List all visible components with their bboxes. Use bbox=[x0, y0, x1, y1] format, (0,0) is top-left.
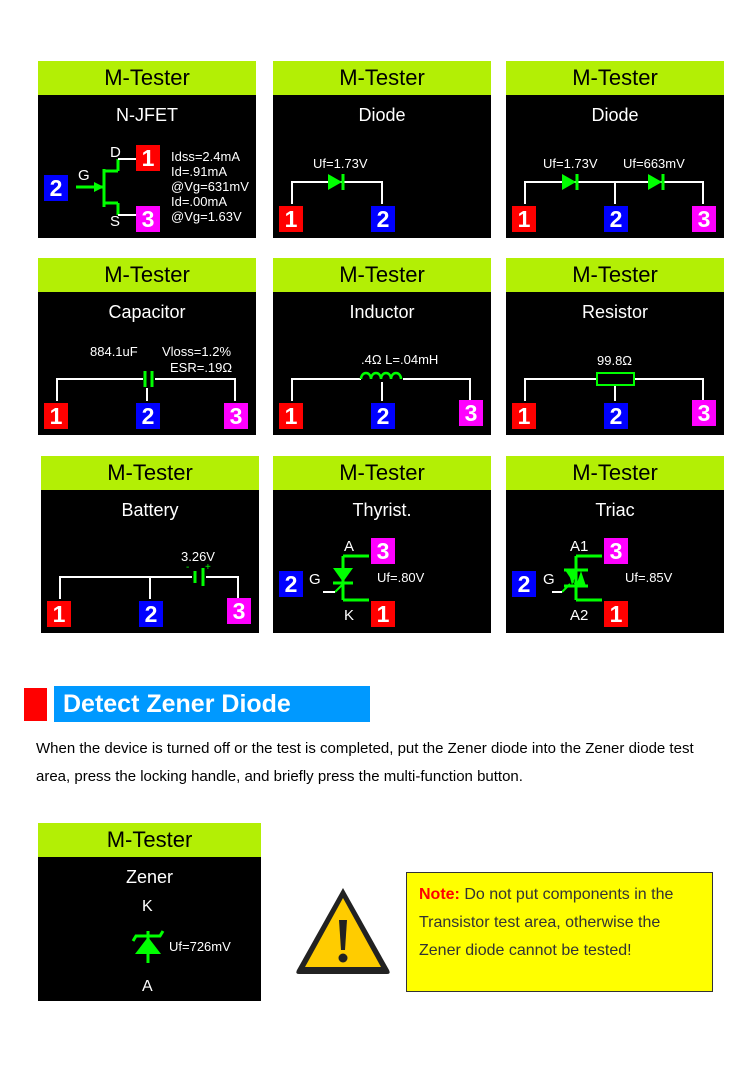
section-title: Detect Zener Diode bbox=[54, 686, 370, 722]
label-a: A bbox=[344, 538, 355, 555]
panel-battery bbox=[41, 456, 259, 633]
battery-plus: + bbox=[205, 562, 211, 573]
pin-2: 2 bbox=[604, 206, 628, 232]
panel-title: N-JFET bbox=[116, 105, 178, 125]
panel-title: Battery bbox=[121, 500, 179, 520]
panel-dual-diode bbox=[506, 61, 724, 238]
pin-3: 3 bbox=[459, 400, 483, 426]
pin-2: 2 bbox=[604, 403, 628, 429]
panel-title: Zener bbox=[125, 867, 174, 887]
pin-1: 1 bbox=[279, 403, 303, 429]
pin-2: 2 bbox=[139, 601, 163, 627]
value-voltage: 3.26V bbox=[181, 549, 215, 564]
pin-2: 2 bbox=[136, 403, 160, 429]
diode-icon bbox=[648, 174, 662, 190]
label-k: K bbox=[344, 607, 355, 624]
panel-resistor bbox=[506, 258, 724, 435]
panel-header: M-Tester bbox=[273, 456, 491, 490]
pin-2: 2 bbox=[371, 403, 395, 429]
panel-title: Capacitor bbox=[108, 302, 186, 322]
panel-title: Diode bbox=[358, 105, 406, 125]
panel-inductor bbox=[273, 258, 491, 435]
note-label: Note: bbox=[419, 886, 460, 903]
label-k: K bbox=[142, 898, 153, 915]
pin-2: 2 bbox=[279, 571, 303, 597]
pin-3: 3 bbox=[604, 538, 628, 564]
value-id-1: Id=.91mA bbox=[171, 164, 228, 179]
pin-1: 1 bbox=[279, 206, 303, 232]
value-idss: Idss=2.4mA bbox=[171, 149, 241, 164]
panel-header: M-Tester bbox=[41, 456, 259, 490]
value-vg-1: @Vg=631mV bbox=[171, 179, 249, 194]
pin-3: 3 bbox=[692, 400, 716, 426]
value-vloss: Vloss=1.2% bbox=[162, 344, 232, 359]
label-s: S bbox=[110, 213, 121, 230]
panel-thyristor bbox=[273, 456, 491, 633]
pin-3: 3 bbox=[224, 403, 248, 429]
panel-diode bbox=[273, 61, 491, 238]
pin-1: 1 bbox=[47, 601, 71, 627]
pin-1: 1 bbox=[371, 601, 395, 627]
panel-capacitor bbox=[38, 258, 256, 435]
panel-header: M-Tester bbox=[506, 61, 724, 95]
panel-header: M-Tester bbox=[273, 258, 491, 292]
pin-2: 2 bbox=[44, 175, 68, 201]
panel-zener bbox=[38, 823, 261, 1001]
panel-triac bbox=[506, 456, 724, 633]
value-uf-2: Uf=663mV bbox=[623, 156, 685, 171]
panel-header: M-Tester bbox=[506, 456, 724, 490]
value-uf: Uf=.85V bbox=[625, 570, 673, 585]
value-resistance: 99.8Ω bbox=[597, 353, 633, 368]
label-g: G bbox=[309, 571, 321, 588]
pin-1: 1 bbox=[512, 206, 536, 232]
value-uf-1: Uf=1.73V bbox=[543, 156, 598, 171]
panel-title: Diode bbox=[591, 105, 639, 125]
value-id-2: Id=.00mA bbox=[171, 194, 228, 209]
thyristor-icon bbox=[333, 568, 353, 582]
value-uf: Uf=1.73V bbox=[313, 156, 368, 171]
pin-1: 1 bbox=[136, 145, 160, 171]
panel-njfet bbox=[38, 61, 256, 238]
diode-icon bbox=[328, 174, 342, 190]
panel-header: M-Tester bbox=[38, 258, 256, 292]
value-uf: Uf=.80V bbox=[377, 570, 425, 585]
value-vg-2: @Vg=1.63V bbox=[171, 209, 242, 224]
zener-symbol bbox=[38, 823, 261, 1001]
pin-1: 1 bbox=[44, 403, 68, 429]
pin-3: 3 bbox=[692, 206, 716, 232]
panel-title: Inductor bbox=[349, 302, 415, 322]
label-d: D bbox=[110, 144, 121, 161]
section-marker bbox=[24, 688, 47, 721]
pin-1: 1 bbox=[512, 403, 536, 429]
zener-diode-icon bbox=[135, 937, 161, 954]
panel-header: M-Tester bbox=[506, 258, 724, 292]
note-text: Do not put components in the Transistor test area, otherwise the Zener diode cannot be tested! bbox=[419, 886, 674, 959]
pin-2: 2 bbox=[371, 206, 395, 232]
panel-header: M-Tester bbox=[38, 823, 261, 857]
value-inductor: .4Ω L=.04mH bbox=[361, 352, 439, 367]
warning-icon bbox=[293, 884, 393, 976]
pin-3: 3 bbox=[227, 598, 251, 624]
label-a1: A1 bbox=[570, 538, 589, 555]
battery-minus: - bbox=[186, 562, 190, 573]
pin-2: 2 bbox=[512, 571, 536, 597]
pin-1: 1 bbox=[604, 601, 628, 627]
diode-icon bbox=[562, 174, 576, 190]
label-g: G bbox=[78, 167, 90, 184]
label-a: A bbox=[142, 978, 153, 995]
resistor-icon bbox=[597, 373, 634, 385]
panel-header: M-Tester bbox=[38, 61, 256, 95]
note-box bbox=[406, 872, 713, 992]
label-g: G bbox=[543, 571, 555, 588]
instruction-paragraph: When the device is turned off or the test is completed, put the Zener diode into the Zener diode test area, press the locking handle, and briefly press the multi-function button. bbox=[36, 740, 694, 785]
pin-3: 3 bbox=[371, 538, 395, 564]
panel-title: Triac bbox=[595, 500, 635, 520]
panel-title: Resistor bbox=[581, 302, 648, 322]
pin-3: 3 bbox=[136, 206, 160, 232]
value-esr: ESR=.19Ω bbox=[170, 360, 233, 375]
value-uf: Uf=726mV bbox=[169, 939, 231, 954]
value-capacitance: 884.1uF bbox=[90, 344, 138, 359]
panel-header: M-Tester bbox=[273, 61, 491, 95]
panel-title: Thyrist. bbox=[352, 500, 412, 520]
label-a2: A2 bbox=[570, 607, 589, 624]
